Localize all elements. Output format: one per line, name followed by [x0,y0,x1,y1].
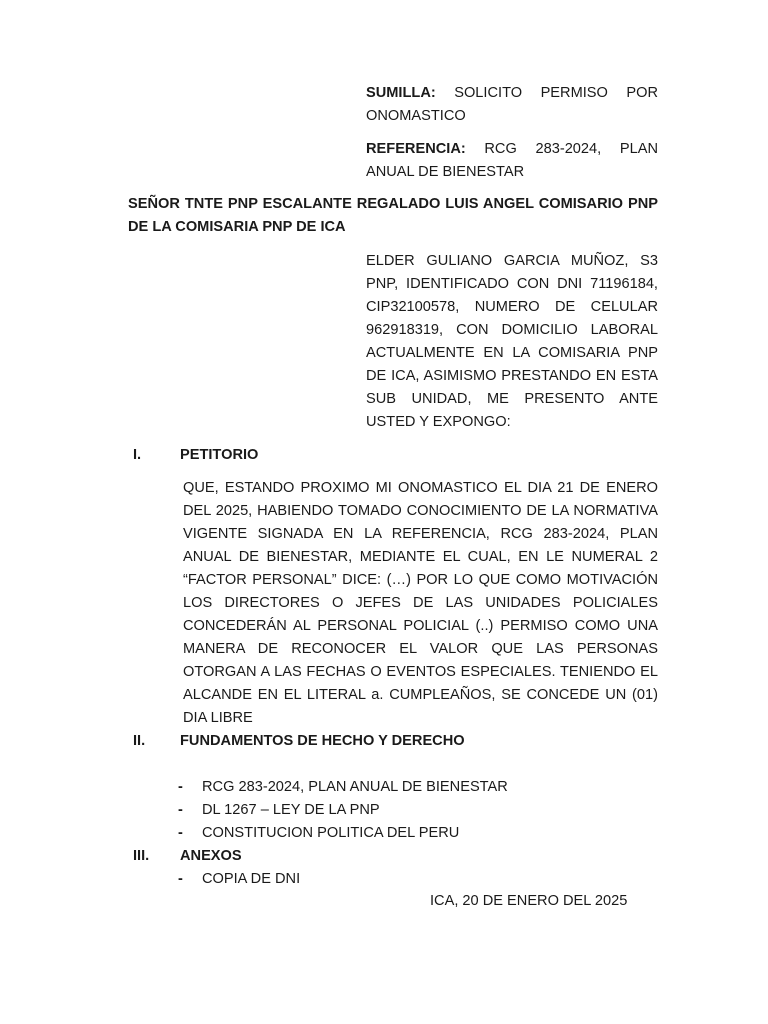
bullet-dash: - [178,802,183,818]
bullet-dash: - [178,871,183,887]
list-item [178,799,658,822]
petitorio-body: QUE, ESTANDO PROXIMO MI ONOMASTICO EL DIA 21 DE ENERO DEL 2025, HABIENDO TOMADO CONOCIMIENTO DE LA NORMATIVA VIGENTE SIGNADA EN LA REFERENCIA, RCG 283-2024, PLAN ANUAL DE BIENESTAR, MEDIANTE EL CUAL, EN LE NUMERAL 2 “FACTOR PERSONAL” DICE: (…) POR LO QUE COMO MOTIVACIÓN LOS DIRECTORES O JEFES DE LAS UNIDADES POLICIALES CONCEDERÁN AL PERSONAL POLICIAL (..) PERMISO COMO UNA MANERA DE RECONOCER EL VALOR QUE LAS PERSONAS OTORGAN A LAS FECHAS O EVENTOS ESPECIALES. TENIENDO EL ALCANDE EN EL LITERAL a. CUMPLEAÑOS, SE CONCEDE UN (01) DIA LIBRE [183,480,658,726]
list-item [178,822,658,845]
referencia-text: RCG 283-2024, PLAN ANUAL DE BIENESTAR [366,141,658,180]
addressee: SEÑOR TNTE PNP ESCALANTE REGALADO LUIS ANGEL COMISARIO PNP DE LA COMISARIA PNP DE ICA [128,196,658,235]
section-number: II. [133,733,146,749]
list-item [178,868,658,891]
list-item-text: COPIA DE DNI [202,871,301,887]
list-item [178,776,658,799]
section-title: FUNDAMENTOS DE HECHO Y DERECHO [180,733,465,749]
sumilla-block [366,82,658,128]
anexos-list [178,868,658,891]
sumilla-label: SUMILLA: [366,85,436,101]
section-number: I. [133,447,142,463]
intro-paragraph: ELDER GULIANO GARCIA MUÑOZ, S3 PNP, IDENTIFICADO CON DNI 71196184, CIP32100578, NUMERO DE CELULAR 962918319, CON DOMICILIO LABORAL ACTUALMENTE EN LA COMISARIA PNP DE ICA, ASIMISMO PRESTANDO EN ESTA SUB UNIDAD, ME PRESENTO ANTE USTED Y EXPONGO: [366,253,658,430]
bullet-dash: - [178,825,183,841]
section-title: ANEXOS [180,848,242,864]
referencia-block [366,138,658,184]
list-item-text: CONSTITUCION POLITICA DEL PERU [202,825,460,841]
referencia-label: REFERENCIA: [366,141,466,157]
fundamentos-list [178,776,658,845]
list-item-text: DL 1267 – LEY DE LA PNP [202,802,380,818]
list-item-text: RCG 283-2024, PLAN ANUAL DE BIENESTAR [202,779,508,795]
bullet-dash: - [178,779,183,795]
section-number: III. [133,848,150,864]
sumilla-text: SOLICITO PERMISO POR ONOMASTICO [366,85,658,124]
section-title: PETITORIO [180,447,259,463]
date-line: ICA, 20 DE ENERO DEL 2025 [430,893,628,909]
